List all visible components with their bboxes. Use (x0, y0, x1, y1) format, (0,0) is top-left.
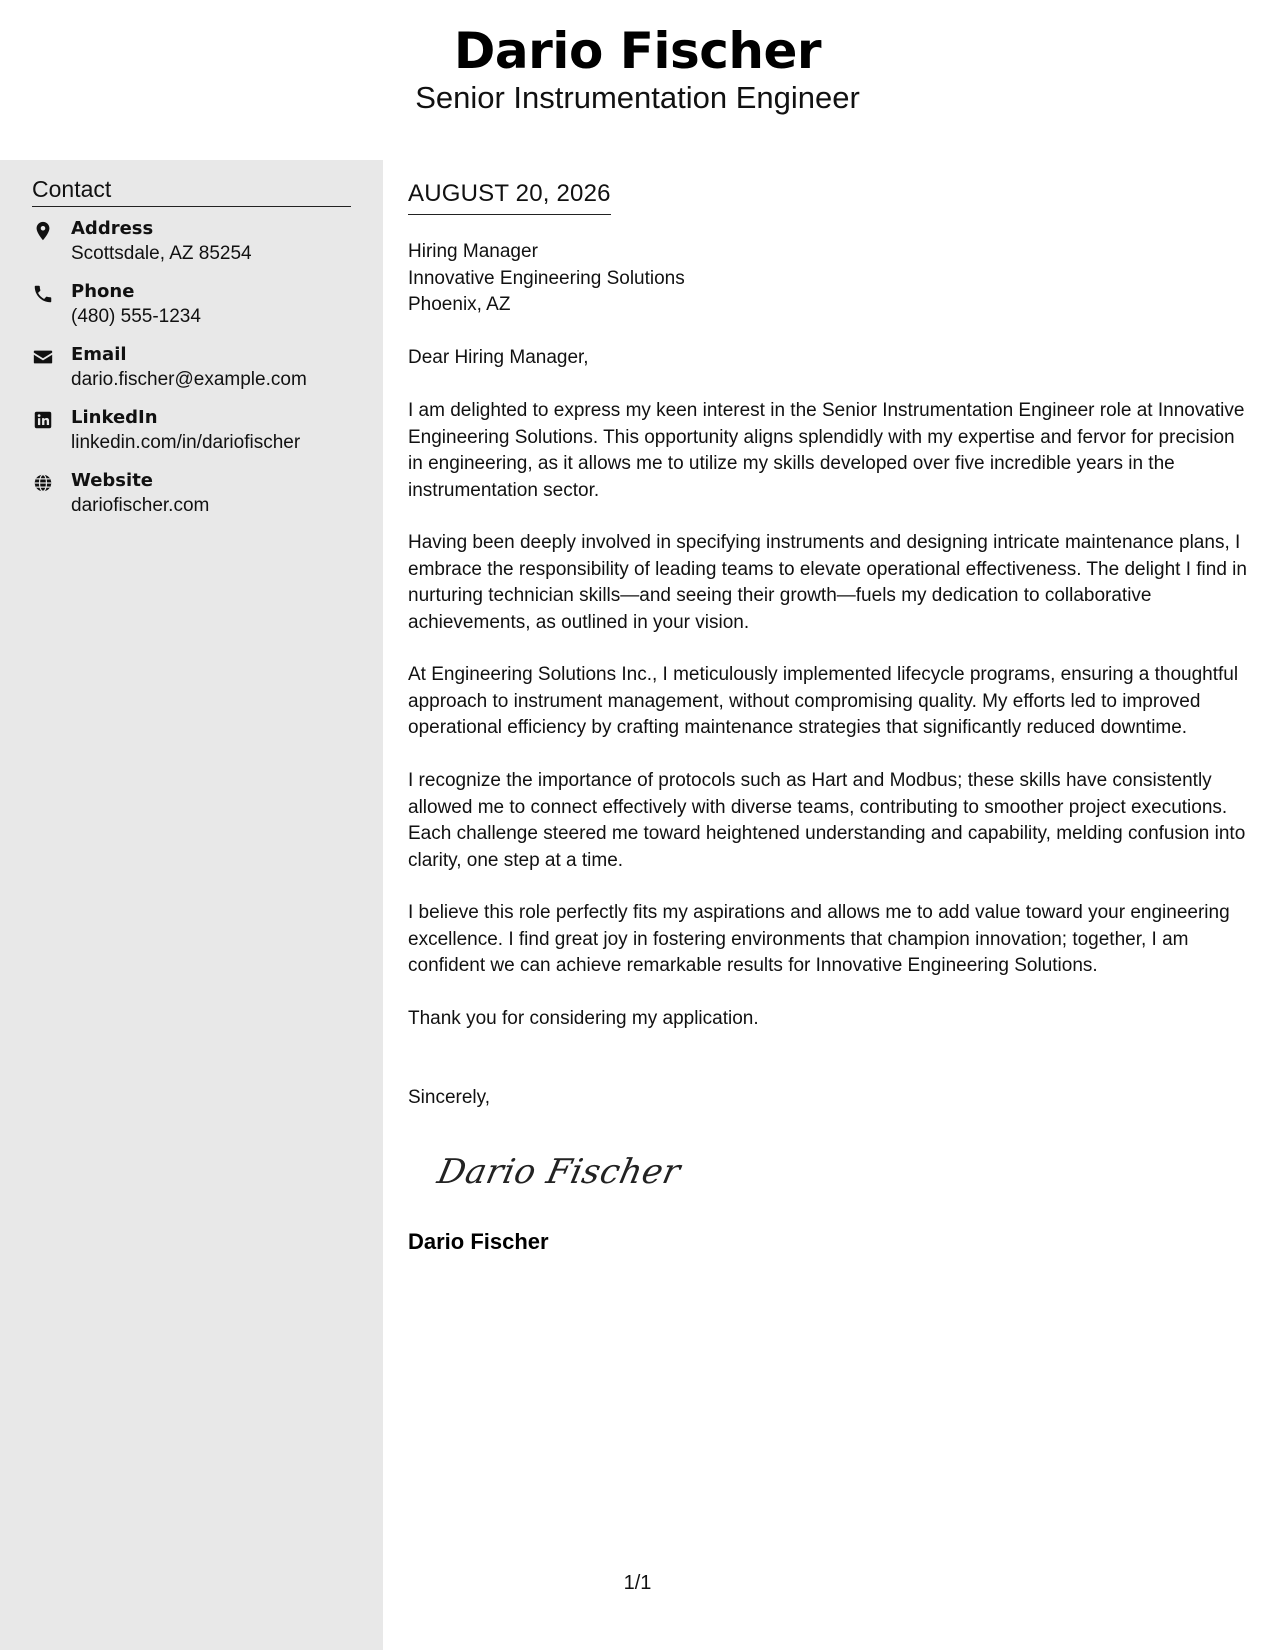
signature-glyphs: Dario Fischer (434, 1152, 685, 1192)
contact-linkedin-value: linkedin.com/in/dariofischer (71, 432, 301, 453)
body-paragraph: Having been deeply involved in specifying instruments and designing intricate maintenance plans, I embrace the responsibility of leading teams to elevate operational effectiveness. The delight I find in nurturing technician skills—and seeing their growth—fuels my dedication to collaborative achievements, as outlined in your vision. (408, 532, 1247, 633)
applicant-name: Dario Fischer (453, 22, 822, 80)
recipient-line: Hiring Manager (408, 241, 538, 262)
contact-item-phone (32, 281, 372, 333)
letter-date: AUGUST 20, 2026 (408, 180, 611, 215)
recipient-line: Innovative Engineering Solutions (408, 267, 685, 289)
body-paragraph: I am delighted to express my keen interest in the Senior Instrumentation Engineer role at Innovative Engineering Solutions. This opportunity aligns splendidly with my expertise and fervor for precision in engineering, as it allows me to utilize my skills developed over five incredible years in the instrumentation sector. (408, 400, 1245, 501)
contact-phone-value: (480) 555-1234 (71, 306, 201, 327)
body-paragraph: I believe this role perfectly fits my aspirations and allows me to add value toward your engineering excellence. I find great joy in fostering environments that champion innovation; together, I am confident we can achieve remarkable results for Innovative Engineering Solutions. (408, 902, 1230, 976)
contact-item-linkedin (32, 407, 372, 459)
contact-phone-label: Phone (71, 281, 135, 302)
contact-item-website (32, 470, 372, 522)
body-paragraph: At Engineering Solutions Inc., I meticulously implemented lifecycle programs, ensuring a thoughtful approach to instrument management, without compromising quality. My efforts led to improved operational efficiency by crafting maintenance strategies that significantly reduced downtime. (408, 664, 1239, 738)
letter-header (0, 0, 1275, 160)
contact-address-value: Scottsdale, AZ 85254 (71, 243, 252, 264)
page-number: 1/1 (623, 1572, 652, 1594)
contact-linkedin-label: LinkedIn (71, 407, 158, 428)
body-paragraph: I recognize the importance of protocols such as Hart and Modbus; these skills have consistently allowed me to connect effectively with diverse teams, contributing to smoother project executions. Each challenge steered me toward heightened understanding and capability, melding confusion into clarity, one step at a time. (408, 770, 1246, 871)
contact-website-label: Website (71, 470, 154, 491)
contact-item-email (32, 344, 372, 396)
recipient-block (408, 239, 685, 319)
salutation: Dear Hiring Manager, (408, 347, 589, 368)
sign-off: Sincerely, (408, 1087, 491, 1108)
contact-heading: Contact (32, 176, 351, 207)
phone-icon (32, 283, 54, 305)
map-pin-icon (32, 220, 54, 242)
contact-email-value: dario.fischer@example.com (71, 369, 307, 390)
recipient-line: Phoenix, AZ (408, 294, 511, 315)
applicant-job-title: Senior Instrumentation Engineer (415, 80, 860, 115)
globe-icon (32, 472, 54, 494)
linkedin-icon (32, 409, 54, 431)
handwritten-signature (432, 1145, 685, 1195)
contact-website-value: dariofischer.com (71, 495, 210, 516)
signer-name: Dario Fischer (408, 1229, 549, 1254)
contact-address-label: Address (71, 218, 154, 239)
closing-thanks: Thank you for considering my application. (408, 1008, 759, 1029)
contact-email-label: Email (71, 344, 127, 365)
contact-item-address (32, 218, 372, 270)
envelope-icon (32, 346, 54, 368)
